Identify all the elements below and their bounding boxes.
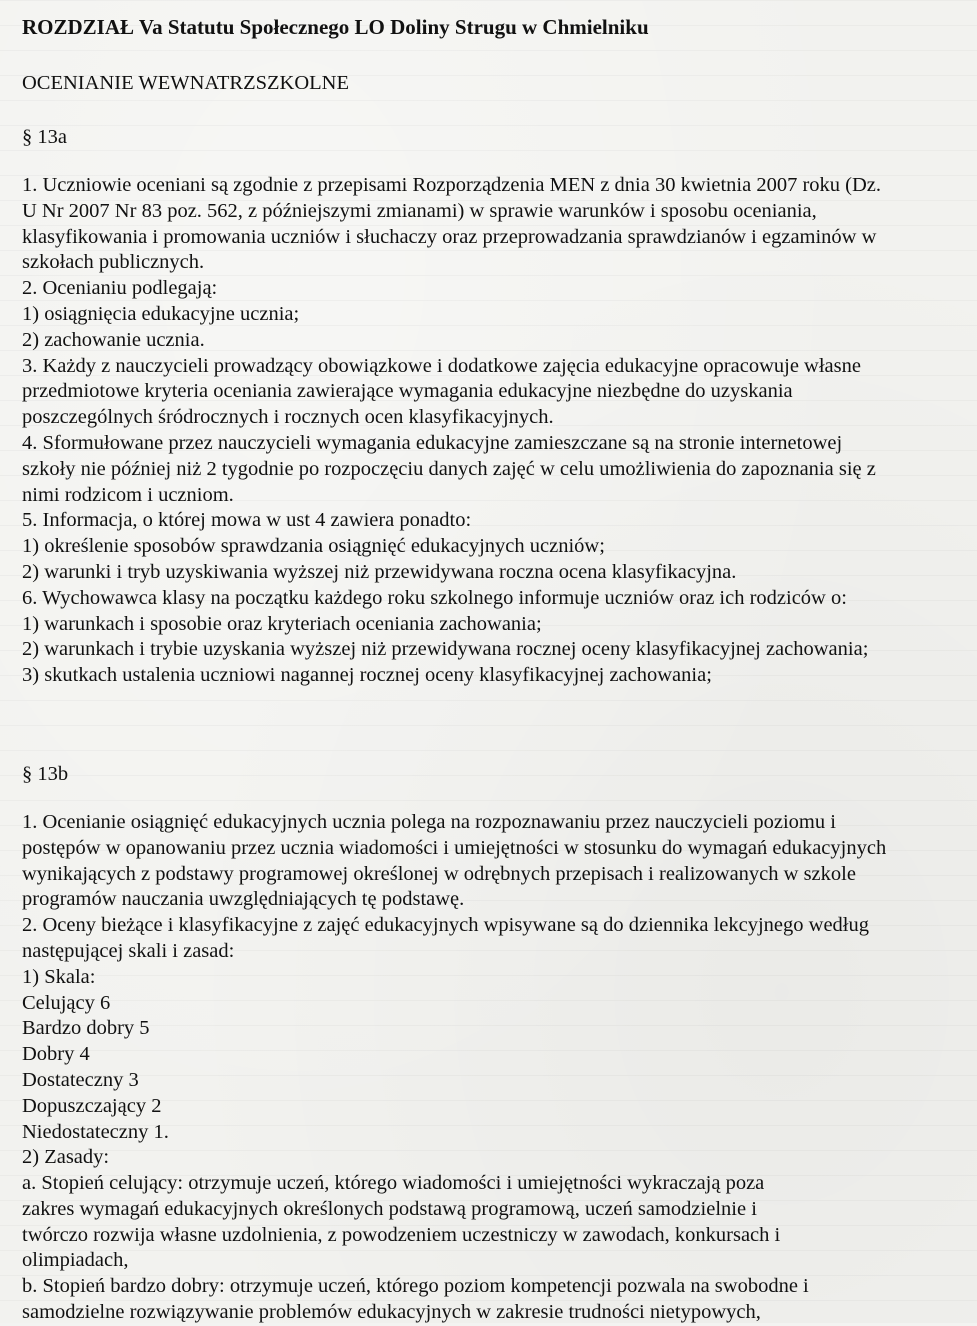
text-line: Celujący 6 bbox=[22, 991, 111, 1014]
text-line: samodzielne rozwiązywanie problemów edukacyjnych w zakresie trudności nietypowych, bbox=[22, 1301, 761, 1324]
text-line: przedmiotowe kryteria oceniania zawierające wymagania edukacyjne niezbędne do uzyskania bbox=[22, 380, 793, 403]
text-line: klasyfikowania i promowania uczniów i słuchaczy oraz przeprowadzania sprawdzianów i egzaminów w bbox=[22, 225, 877, 248]
text-line: 1) Skala: bbox=[22, 965, 96, 988]
text-line: następującej skali i zasad: bbox=[22, 939, 235, 962]
text-line: 1) osiągnięcia edukacyjne ucznia; bbox=[22, 302, 300, 325]
text-line: a. Stopień celujący: otrzymuje uczeń, którego wiadomości i umiejętności wykraczają poza bbox=[22, 1172, 765, 1195]
text-line: 6. Wychowawca klasy na początku każdego roku szkolnego informuje uczniów oraz ich rodziców o: bbox=[22, 586, 847, 609]
text-line: szkoły nie później niż 2 tygodnie po rozpoczęciu danych zajęć w celu umożliwienia do zapoznania się z bbox=[22, 457, 876, 480]
section-heading: OCENIANIE WEWNATRZSZKOLNE bbox=[22, 72, 349, 94]
text-line: 3) skutkach ustalenia uczniowi nagannej rocznej oceny klasyfikacyjnej zachowania; bbox=[22, 664, 712, 687]
text-line: 1. Ocenianie osiągnięć edukacyjnych ucznia polega na rozpoznawaniu przez nauczycieli poziomu i bbox=[22, 810, 836, 833]
text-line: nimi rodzicom i uczniom. bbox=[22, 483, 234, 506]
paragraph-mark-13b: § 13b bbox=[22, 762, 69, 785]
document-title: ROZDZIAŁ Va Statutu Społecznego LO Doliny Strugu w Chmielniku bbox=[22, 15, 649, 39]
text-line: 2) zachowanie ucznia. bbox=[22, 328, 205, 351]
paragraph-13a-body bbox=[22, 173, 967, 689]
text-line: b. Stopień bardzo dobry: otrzymuje uczeń, którego poziom kompetencji pozwala na swobodne i bbox=[22, 1275, 809, 1298]
text-line: 1. Uczniowie oceniani są zgodnie z przepisami Rozporządzenia MEN z dnia 30 kwietnia 2007 roku (Dz. bbox=[22, 174, 881, 196]
spacer bbox=[22, 689, 967, 733]
text-line: postępów w opanowaniu przez ucznia wiadomości i umiejętności w stosunku do wymagań edukacyjnych bbox=[22, 836, 887, 859]
text-line: Dopuszczający 2 bbox=[22, 1094, 162, 1117]
text-line: U Nr 2007 Nr 83 poz. 562, z późniejszymi zmianami) w sprawie warunków i sposobu oceniania, bbox=[22, 199, 817, 222]
text-line: Dostateczny 3 bbox=[22, 1068, 139, 1091]
paragraph-mark-13a: § 13a bbox=[22, 126, 67, 148]
text-line: Dobry 4 bbox=[22, 1043, 90, 1066]
text-line: wynikających z podstawy programowej określonej w odrębnych przepisach i realizowanych w szkole bbox=[22, 862, 856, 885]
text-line: olimpiadach, bbox=[22, 1249, 129, 1272]
text-line: poszczególnych śródrocznych i rocznych ocen klasyfikacyjnych. bbox=[22, 406, 554, 429]
text-line: twórczo rozwija własne uzdolnienia, z powodzeniem uczestniczy w zawodach, konkursach i bbox=[22, 1223, 781, 1246]
text-line: 3. Każdy z nauczycieli prowadzący obowiązkowe i dodatkowe zajęcia edukacyjne opracowuje własne bbox=[22, 354, 861, 377]
text-line: 1) określenie sposobów sprawdzania osiągnięć edukacyjnych uczniów; bbox=[22, 535, 605, 558]
paragraph-13b-body bbox=[22, 810, 967, 1326]
text-line: szkołach publicznych. bbox=[22, 251, 205, 274]
text-line: 5. Informacja, o której mowa w ust 4 zawiera ponadto: bbox=[22, 509, 472, 532]
text-line: 2) warunki i tryb uzyskiwania wyższej niż przewidywana roczna ocena klasyfikacyjna. bbox=[22, 560, 737, 583]
text-line: 2. Ocenianiu podlegają: bbox=[22, 277, 218, 300]
document-body bbox=[22, 12, 967, 1326]
text-line: 1) warunkach i sposobie oraz kryteriach oceniania zachowania; bbox=[22, 612, 542, 635]
text-line: programów nauczania uwzględniających tę podstawę. bbox=[22, 888, 465, 911]
text-line: 2) Zasady: bbox=[22, 1146, 110, 1169]
text-line: zakres wymagań edukacyjnych określonych podstawą programową, uczeń samodzielnie i bbox=[22, 1197, 757, 1220]
text-line: 2. Oceny bieżące i klasyfikacyjne z zajęć edukacyjnych wpisywane są do dziennika lekcyjnego według bbox=[22, 914, 869, 937]
text-line: Niedostateczny 1. bbox=[22, 1120, 169, 1143]
text-line: 2) warunkach i trybie uzyskania wyższej niż przewidywana rocznej oceny klasyfikacyjnej zachowania; bbox=[22, 638, 869, 661]
text-line: Bardzo dobry 5 bbox=[22, 1017, 150, 1040]
text-line: 4. Sformułowane przez nauczycieli wymagania edukacyjne zamieszczane są na stronie internetowej bbox=[22, 431, 843, 454]
